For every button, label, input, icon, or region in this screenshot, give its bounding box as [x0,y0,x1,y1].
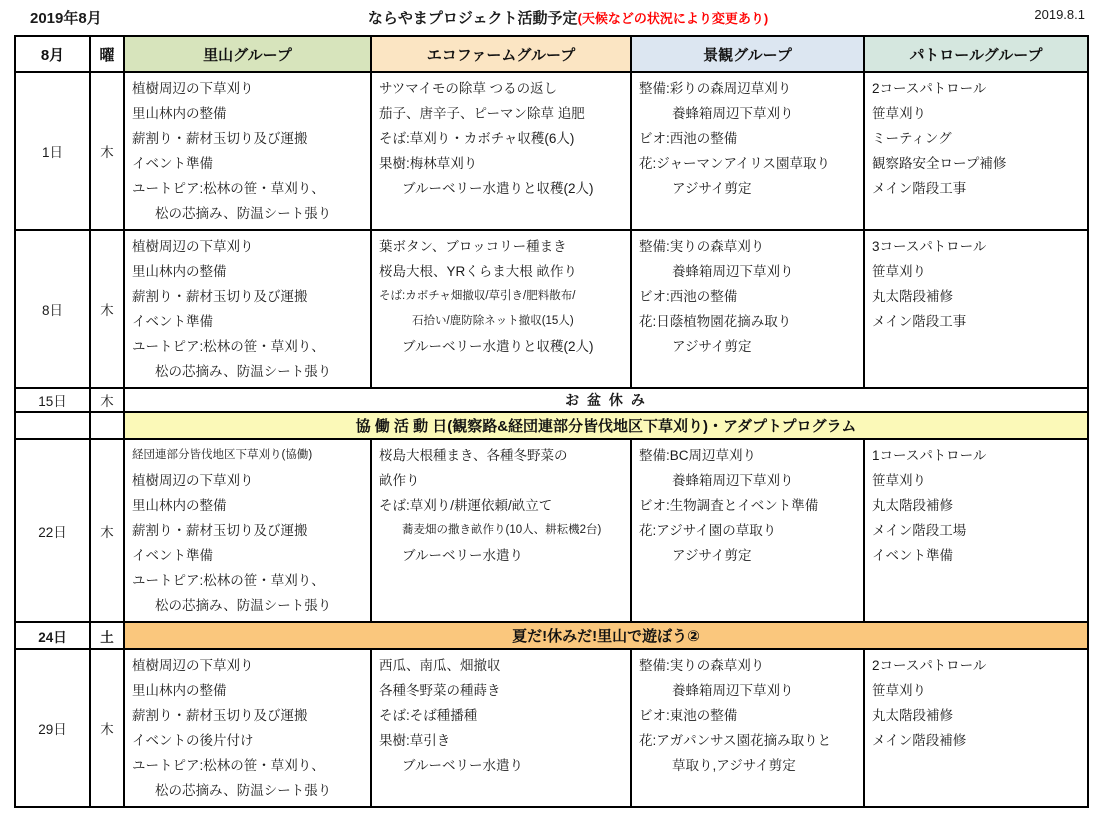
activity-line: 花:日蔭植物園花摘み取り [639,314,792,329]
activity-cell [631,230,864,388]
activity-line: 花:アジサイ園の草取り [639,523,777,538]
activity-line: イベント準備 [132,548,213,563]
activity-line: 里山林内の整備 [132,683,227,698]
activity-line: 笹草刈り [872,683,926,698]
date-cell [15,412,90,439]
activity-line: ビオ:東池の整備 [639,708,738,723]
day-cell: 木 [90,649,124,807]
activity-line: 2コースパトロール [872,81,987,96]
activity-line: 養蜂箱周辺下草刈り [672,683,794,698]
table-row-22日 [15,439,1088,622]
activity-line: 松の芯摘み、防温シート張り [155,364,332,379]
activity-cell [124,439,371,622]
activity-line: イベント準備 [132,156,213,171]
notice-cell: お 盆 休 み [124,388,1088,412]
activity-line: ビオ:西池の整備 [639,289,738,304]
activity-line: そば:そば種播種 [379,708,478,723]
activity-line: メイン階段工事 [872,314,967,329]
activity-cell [631,649,864,807]
date-column-header: 8月 [15,36,90,72]
activity-line: 養蜂箱周辺下草刈り [672,106,794,121]
activity-line: 整備:実りの森草刈り [639,658,765,673]
activity-line: 薪割り・薪材玉切り及び運搬 [132,289,308,304]
activity-line: 葉ボタン、ブロッコリー種まき [379,239,567,254]
activity-line: 薪割り・薪材玉切り及び運搬 [132,131,308,146]
activity-line: 草取り,アジサイ剪定 [672,758,796,773]
activity-line: 蕎麦畑の撒き畝作り(10人、耕耘機2台) [402,524,602,536]
date-cell: 29日 [15,649,90,807]
activity-cell [124,649,371,807]
activity-line: 里山林内の整備 [132,498,227,513]
activity-cell [631,439,864,622]
activity-line: アジサイ剪定 [672,181,752,196]
activity-line: 畝作り [379,473,420,488]
table-row-8日 [15,230,1088,388]
activity-line: 1コースパトロール [872,448,987,463]
activity-line: 植樹周辺の下草刈り [132,658,254,673]
group-header-keikan: 景観グループ [631,36,864,72]
table-row-24日 [15,622,1088,649]
activity-line: ミーティング [872,131,952,146]
activity-cell [371,649,631,807]
activity-line: ブルーベリー水遣り [402,548,523,563]
activity-line: 笹草刈り [872,106,926,121]
day-cell: 木 [90,439,124,622]
activity-line: ビオ:生物調査とイベント準備 [639,498,819,513]
schedule-table [14,35,1089,808]
activity-line: 花:ジャーマンアイリス園草取り [639,156,830,171]
activity-line: メイン階段工場 [872,523,967,538]
activity-line: 西瓜、南瓜、畑撤収 [379,658,501,673]
activity-line: 経団連部分皆伐地区下草刈り(協働) [132,449,313,461]
activity-line: 整備:実りの森草刈り [639,239,765,254]
activity-line: 花:アガパンサス園花摘み取りと [639,733,832,748]
activity-line: 観察路安全ロープ補修 [872,156,1007,171]
activity-line: イベントの後片付け [132,733,254,748]
activity-line: 丸太階段補修 [872,498,953,513]
activity-line: そば:草刈り・カボチャ収穫(6人) [379,131,575,146]
activity-line: ユートピア:松林の笹・草刈り、 [132,339,325,354]
activity-line: 桜島大根、YRくらま大根 畝作り [379,264,578,279]
activity-line: 桜島大根種まき、各種冬野菜の [379,448,568,463]
activity-line: 植樹周辺の下草刈り [132,473,254,488]
day-cell: 木 [90,388,124,412]
activity-line: ブルーベリー水遣りと収穫(2人) [402,339,594,354]
date-cell: 22日 [15,439,90,622]
activity-line: 2コースパトロール [872,658,987,673]
page-header [0,0,1101,35]
activity-cell [124,230,371,388]
revision-date: 2019.8.1 [1034,7,1085,22]
activity-cell [371,439,631,622]
day-column-header: 曜 [90,36,124,72]
activity-line: 養蜂箱周辺下草刈り [672,473,794,488]
activity-line: 薪割り・薪材玉切り及び運搬 [132,708,308,723]
activity-line: サツマイモの除草 つるの返し [379,81,558,96]
table-row-banner [15,412,1088,439]
date-cell: 15日 [15,388,90,412]
activity-line: ブルーベリー水遣りと収穫(2人) [402,181,594,196]
day-cell: 木 [90,72,124,230]
activity-line: ブルーベリー水遣り [402,758,523,773]
day-cell: 土 [90,622,124,649]
day-cell [90,412,124,439]
activity-line: 薪割り・薪材玉切り及び運搬 [132,523,308,538]
activity-line: 茄子、唐辛子、ピーマン除草 追肥 [379,106,585,121]
activity-line: 笹草刈り [872,264,926,279]
activity-line: そば:カボチャ畑撤収/草引き/肥料散布/ [379,290,576,302]
activity-line: 各種冬野菜の種蒔き [379,683,501,698]
activity-line: 里山林内の整備 [132,264,227,279]
activity-line: 松の芯摘み、防温シート張り [155,598,332,613]
activity-line: メイン階段工事 [872,181,967,196]
activity-cell [371,72,631,230]
activity-cell [124,72,371,230]
activity-line: 整備:彩りの森周辺草刈り [639,81,792,96]
group-header-ecofarm: エコファームグループ [371,36,631,72]
activity-line: イベント準備 [132,314,213,329]
activity-cell [864,230,1088,388]
activity-line: アジサイ剪定 [672,548,752,563]
activity-cell [631,72,864,230]
activity-line: 丸太階段補修 [872,708,953,723]
date-cell: 8日 [15,230,90,388]
activity-line: 果樹:梅林草刈り [379,156,478,171]
activity-line: ユートピア:松林の笹・草刈り、 [132,181,325,196]
activity-cell [864,439,1088,622]
activity-line: 3コースパトロール [872,239,987,254]
activity-line: 整備:BC周辺草刈り [639,448,757,463]
table-row-15日 [15,388,1088,412]
activity-line: イベント準備 [872,548,953,563]
group-header-patrol: パトロールグループ [864,36,1088,72]
group-header-satoyama: 里山グループ [124,36,371,72]
page-title-wrap [102,7,1035,28]
activity-cell [864,72,1088,230]
activity-line: アジサイ剪定 [672,339,752,354]
page-title: ならやまプロジェクト活動予定 [367,10,578,27]
table-row-29日 [15,649,1088,807]
activity-line: ビオ:西池の整備 [639,131,738,146]
activity-line: 植樹周辺の下草刈り [132,81,254,96]
activity-line: 植樹周辺の下草刈り [132,239,254,254]
table-row-1日 [15,72,1088,230]
date-cell: 1日 [15,72,90,230]
date-cell: 24日 [15,622,90,649]
activity-line: ユートピア:松林の笹・草刈り、 [132,758,325,773]
activity-cell [371,230,631,388]
activity-cell [864,649,1088,807]
title-note: (天候などの状況により変更あり) [577,11,769,26]
activity-line: 石拾い/鹿防除ネット撤収(15人) [412,315,574,327]
schedule-body [15,72,1088,807]
activity-line: 松の芯摘み、防温シート張り [155,783,332,798]
banner-cell: 協 働 活 動 日(観察路&経団連部分皆伐地区下草刈り)・アダプトプログラム [124,412,1088,439]
header-row [15,36,1088,72]
banner-cell: 夏だ!休みだ!里山で遊ぼう② [124,622,1088,649]
month-label: 2019年8月 [30,10,102,27]
activity-line: メイン階段補修 [872,733,967,748]
day-cell: 木 [90,230,124,388]
activity-line: そば:草刈り/耕運依頼/畝立て [379,498,553,513]
activity-line: ユートピア:松林の笹・草刈り、 [132,573,325,588]
activity-line: 笹草刈り [872,473,926,488]
activity-line: 里山林内の整備 [132,106,227,121]
activity-line: 果樹:草引き [379,733,451,748]
activity-line: 丸太階段補修 [872,289,953,304]
activity-line: 松の芯摘み、防温シート張り [155,206,332,221]
activity-line: 養蜂箱周辺下草刈り [672,264,794,279]
